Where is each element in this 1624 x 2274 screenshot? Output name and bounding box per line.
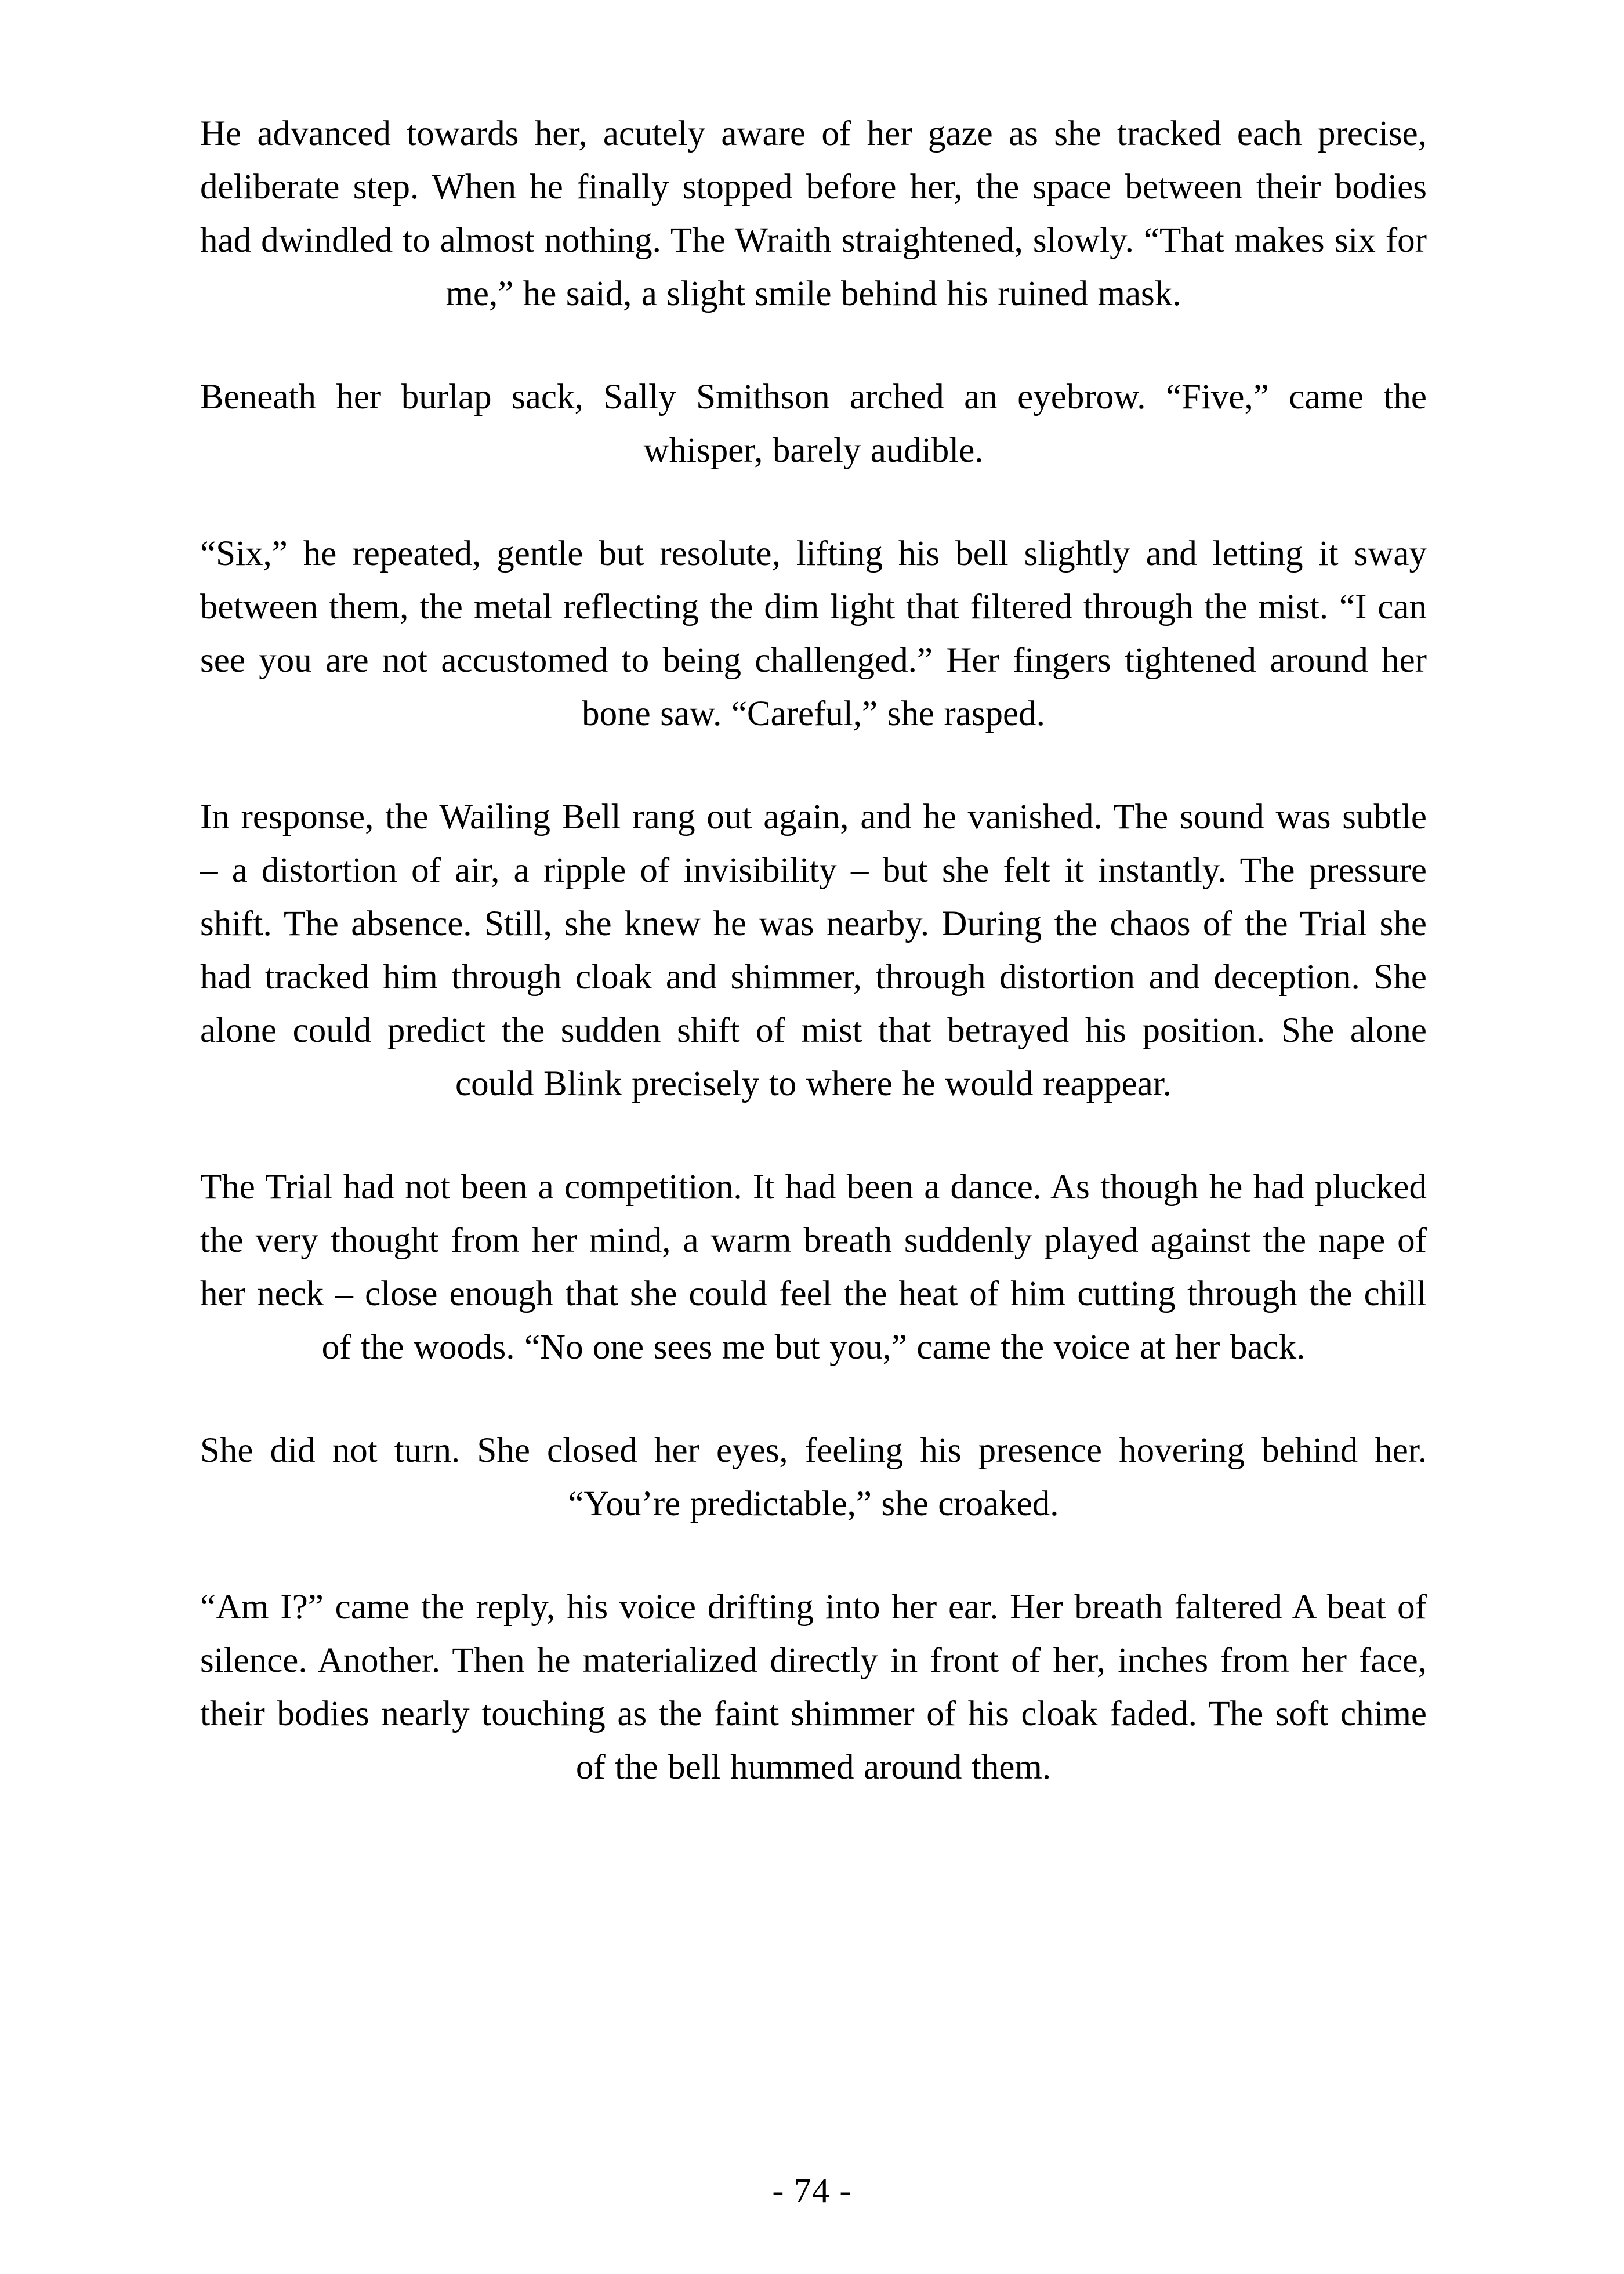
paragraph: The Trial had not been a competition. It had been a dance. As though he had plucked the very thought from her mind, a warm breath suddenly played against the nape of her neck – close enough that she could feel the heat of him cutting through the chill of the woods. “No one sees me but you,” came the voice at her back.: [200, 1168, 1437, 1367]
paragraph: Beneath her burlap sack, Sally Smithson arched an eyebrow. “Five,” came the whisper, barely audible.: [200, 378, 1437, 470]
paragraph: She did not turn. She closed her eyes, feeling his presence hovering behind her. “You’re predictable,” she croaked.: [200, 1431, 1437, 1523]
paragraph: In response, the Wailing Bell rang out again, and he vanished. The sound was subtle – a distortion of air, a ripple of invisibility – but she felt it instantly. The pressure shift. The absence. Still, she knew he was nearby. During the chaos of the Trial she had tracked him through cloak and shimmer, through distortion and deception. She alone could predict the sudden shift of mist that betrayed his position. She alone could Blink precisely to where he would reappear.: [200, 798, 1437, 1103]
page-body: [200, 107, 1437, 1794]
paragraph: “Am I?” came the reply, his voice drifting into her ear. Her breath faltered A beat of silence. Another. Then he materialized directly in front of her, inches from her face, their bodies nearly touching as the faint shimmer of his cloak faded. The soft chime of the bell hummed around them.: [200, 1588, 1437, 1787]
page-number: - 74 -: [772, 2171, 852, 2210]
paragraph: “Six,” he repeated, gentle but resolute, lifting his bell slightly and letting it sway between them, the metal reflecting the dim light that filtered through the mist. “I can see you are not accustomed to being challenged.” Her fingers tightened around her bone saw. “Careful,” she rasped.: [200, 534, 1437, 733]
paragraph: He advanced towards her, acutely aware of her gaze as she tracked each precise, deliberate step. When he finally stopped before her, the space between their bodies had dwindled to almost nothing. The Wraith straightened, slowly. “That makes six for me,” he said, a slight smile behind his ruined mask.: [200, 114, 1437, 313]
